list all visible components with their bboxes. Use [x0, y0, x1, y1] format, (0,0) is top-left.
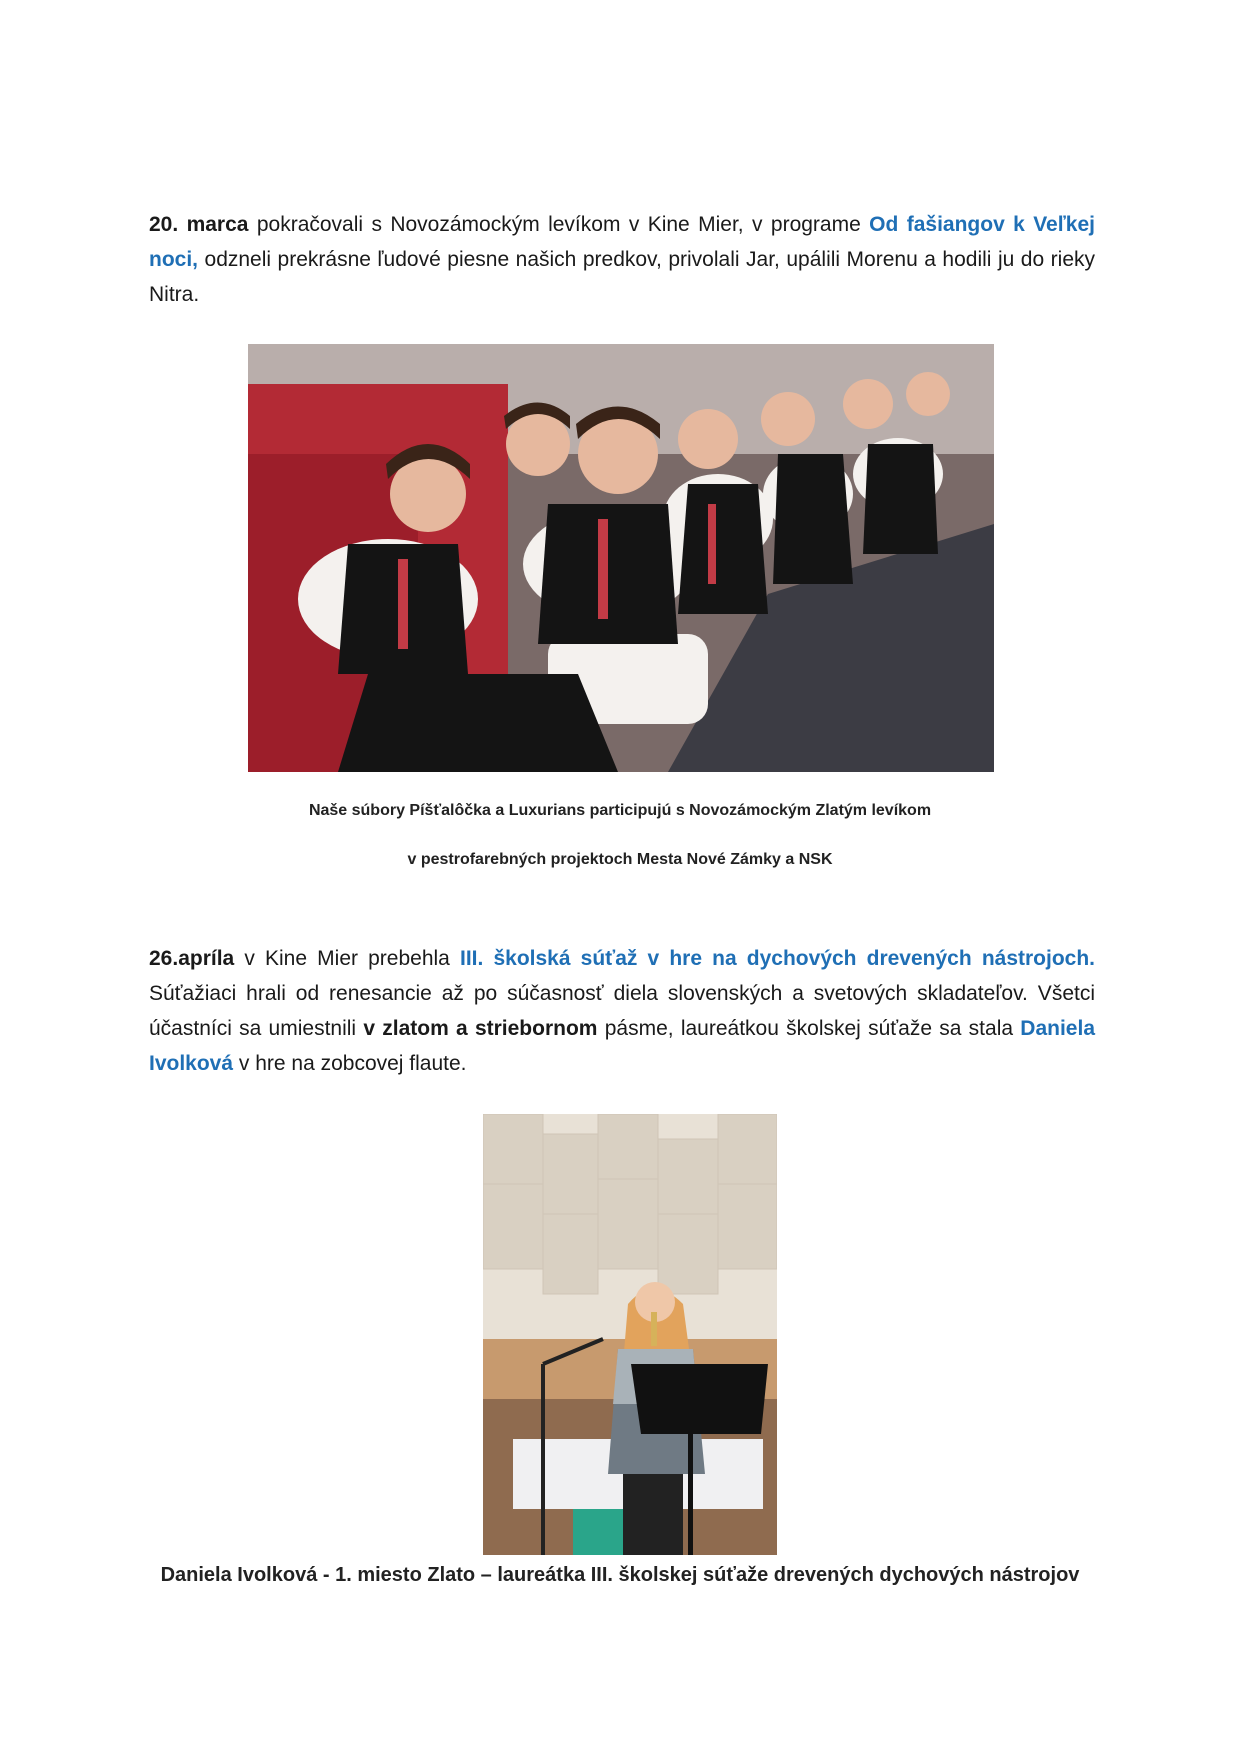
paragraph-text: odzneli prekrásne ľudové piesne našich predkov, privolali Jar, upálili Morenu a hodili ju do rieky Nitra. [149, 248, 1095, 306]
photo-caption-laureate: Daniela Ivolková - 1. miesto Zlato – laureátka III. školskej súťaže drevených dychových nástrojov [160, 1564, 1080, 1586]
date-march: 20. marca [149, 213, 249, 236]
photo-caption-line2: v pestrofarebných projektoch Mesta Nové Zámky a NSK [407, 851, 833, 868]
paragraph-text: v hre na zobcovej flaute. [233, 1052, 467, 1075]
photo-girl-playing-recorder [483, 1114, 777, 1555]
program-title: Od fašiangov k Veľkej noci, [149, 213, 1096, 271]
paragraph-text: Súťažiaci hrali od renesancie až po súčasnosť diela slovenských a svetových skladateľov. Všetci účastníci sa umiestnili [149, 982, 1095, 1040]
paragraph-text: pokračovali s Novozámockým levíkom v Kine Mier, v programe [248, 213, 870, 236]
laureate-name: Daniela Ivolková [149, 1017, 1095, 1075]
photo-children-folk-costumes [248, 344, 994, 772]
competition-title: III. školská súťaž v hre na dychových drevených nástrojoch. [460, 947, 1095, 970]
bold-phrase: v zlatom a striebornom [363, 1017, 598, 1040]
paragraph-text: v Kine Mier prebehla [234, 947, 460, 970]
paragraph-text: pásme, laureátkou školskej súťaže sa stala [597, 1017, 1021, 1040]
paragraph-april [149, 941, 1095, 1081]
date-april: 26.apríla [149, 947, 235, 970]
paragraph-march [149, 207, 1095, 312]
photo-caption-line1: Naše súbory Píšťalôčka a Luxurians participujú s Novozámockým Zlatým levíkom [308, 802, 932, 819]
